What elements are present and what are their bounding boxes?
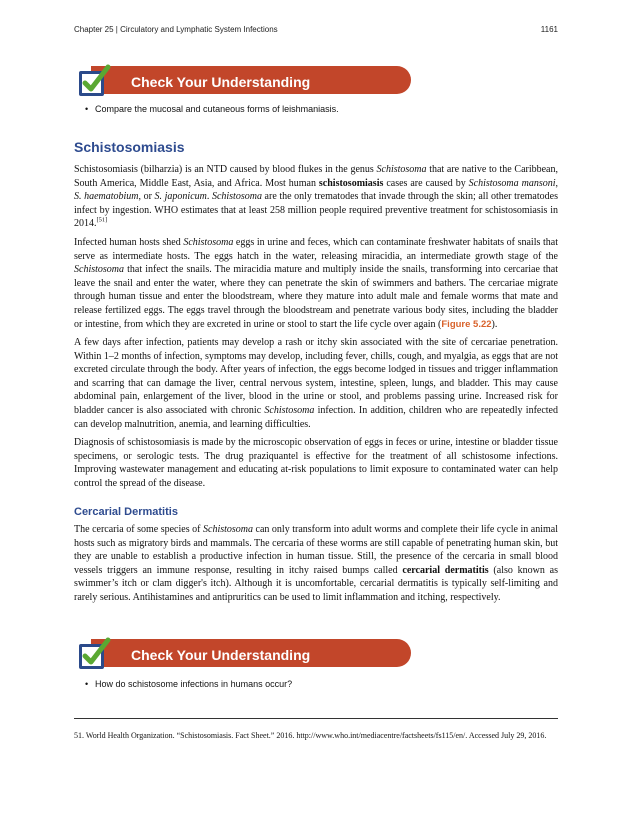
- figure-ref-link[interactable]: Figure 5.22: [441, 318, 492, 330]
- italic-term: Schistosoma: [74, 264, 124, 276]
- running-head: [74, 25, 558, 34]
- text-run: ).: [491, 318, 498, 330]
- text-run: Diagnosis of schistosomiasis is made by the microscopic observation of eggs in feces or urine, intestine or bladder tissue specimens, or serologic tests. The drug praziquantel is effective for the treatment of all schistosome infections. Improving wastewater management and educating at-risk populations to limit exposure to contaminated water can help control the spread of the disease.: [74, 437, 558, 489]
- text-run: eggs in urine and feces, which can contaminate freshwater habitats of snails that serve as intermediate hosts. The eggs hatch in the water, releasing miracidia, an intermediate growth stage of the: [74, 237, 558, 262]
- text-run: The cercaria of some species of: [74, 524, 203, 535]
- text-run: ,: [555, 177, 559, 189]
- page-number: 1161: [540, 25, 558, 34]
- footnote: 51. World Health Organization. “Schistosomiasis. Fact Sheet.” 2016. http://www.who.int/mediacentre/factsheets/fs115/en/. Accessed July 29, 2016.: [74, 731, 547, 740]
- checkbox-check-icon: [77, 637, 111, 671]
- italic-term: Schistosoma: [203, 524, 253, 535]
- text-run: infection. In addition, children who are repeatedly infected can develop malnutrition, anemia, and learning difficulties.: [74, 404, 558, 430]
- italic-term: Schistosoma: [183, 237, 234, 248]
- footnote-ref[interactable]: [51]: [96, 217, 108, 225]
- text-run: Schistosomiasis (bilharzia) is an NTD caused by blood flukes in the genus: [74, 164, 377, 175]
- paragraph-1: [74, 163, 558, 231]
- text-run: .: [206, 191, 212, 203]
- paragraph-3: [74, 336, 558, 431]
- italic-term: Schistosoma: [264, 404, 315, 416]
- text-run: A few days after infection, patients may develop a rash or itchy skin associated with the site of cercariae penetration. Within 1–2 months of infection, symptoms may develop, including fever, chills, cough, and myalgia, as eggs that are not excreted circulate through the body. After years of infection, the eggs become lodged in tissues and trigger inflammation and scarring that can damage the liver, central nervous system, intestine, spleen, lungs, and bladder. This may cause abdominal pain, enlargement of the liver, blood in the urine or stool, and problems passing urine. Increased risk for bladder cancer is also associated with chronic: [74, 337, 558, 416]
- text-run: (also known as swimmer’s itch or clam digger's itch). Although it is uncomfortable, cercarial dermatitis is typically self-limiting and rarely serious. Antihistamines and antipruritics can be used to limit inflammation and itching, respectively.: [74, 564, 558, 603]
- italic-term: Schistosoma: [376, 164, 427, 175]
- subsection-title: Cercarial Dermatitis: [74, 506, 178, 518]
- chapter-title: Chapter 25 | Circulatory and Lymphatic System Infections: [74, 25, 278, 34]
- key-term: schistosomiasis: [318, 177, 384, 189]
- text-run: that are native to the Caribbean, South America, Middle East, Asia, and Africa. Most human: [74, 164, 558, 189]
- text-run: cases are caused by: [383, 177, 469, 189]
- banner-title: Check Your Understanding: [131, 74, 311, 90]
- checkbox-check-icon: [77, 64, 111, 98]
- text-run: , or: [138, 191, 155, 203]
- review-question: • How do schistosome infections in humans occur?: [95, 679, 292, 689]
- paragraph-4: [74, 436, 558, 490]
- text-run: that infect the snails. The miracidia mature and multiply inside the snails, transforming into cercariae that leave the snail and enter the water, where they can penetrate the skin of swimmers and bathers. The cercariae migrate through human tissue and enter the bloodstream, where they mature into adult male and female worms that mate and release fertilized eggs. The eggs travel through the bloodstream and penetrate various body sites, including the bladder or intestine, from which they are excreted in urine or stool to start the life cycle over again (: [74, 264, 558, 330]
- review-question: • Compare the mucosal and cutaneous forms of leishmaniasis.: [95, 104, 339, 114]
- banner-bar: [91, 639, 411, 667]
- text-run: can only transform into adult worms and complete their life cycle in animal hosts such as migratory birds and mammals. The cercaria of these worms are still capable of penetrating human skin, but they are unable to establish a productive infection in human tissue. Still, the presence of the cercaria in small blood vessels triggers an immune response, resulting in itchy raised bumps called: [74, 524, 558, 576]
- text-run: Infected human hosts shed: [74, 237, 184, 248]
- check-understanding-banner: [77, 64, 411, 98]
- italic-term: S. japonicum: [154, 191, 207, 203]
- italic-term: S. haematobium: [74, 191, 139, 203]
- banner-title: Check Your Understanding: [131, 647, 311, 663]
- paragraph-2: [74, 236, 558, 331]
- section-title: Schistosomiasis: [74, 139, 185, 155]
- paragraph-5: [74, 523, 558, 605]
- italic-term: Schistosoma: [211, 191, 262, 203]
- key-term: cercarial dermatitis: [402, 564, 489, 576]
- footnote-divider: [74, 718, 558, 719]
- italic-term: Schistosoma mansoni: [468, 177, 556, 189]
- text-run: are the only trematodes that invade through the skin; all other trematodes infect by ingestion. WHO estimates that at least 258 million people required preventive treatment for schistosomiasis in 2014.: [74, 191, 558, 230]
- banner-bar: [91, 66, 411, 94]
- check-understanding-banner: [77, 637, 411, 671]
